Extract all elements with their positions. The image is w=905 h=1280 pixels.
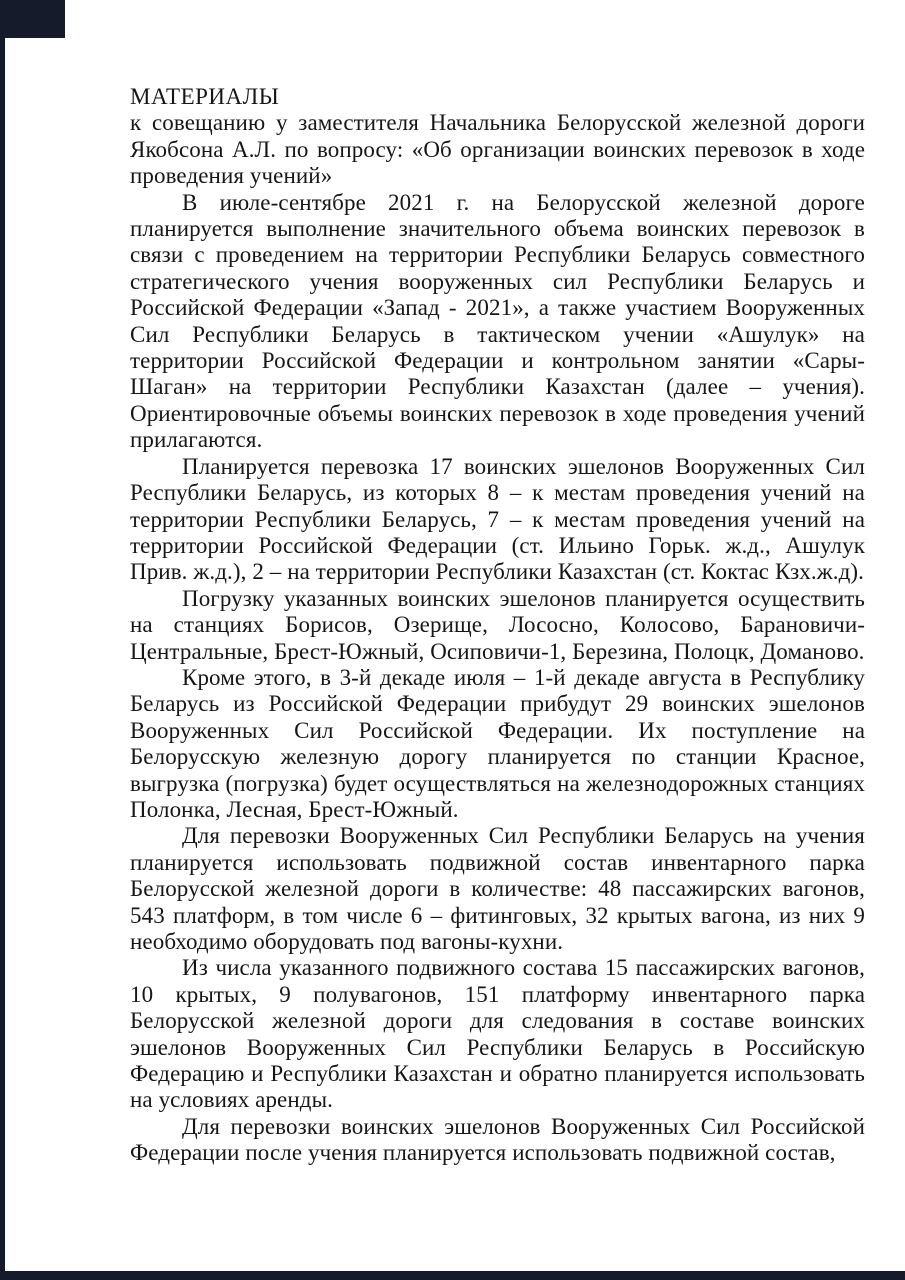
document-content	[130, 84, 865, 1167]
photo-left-edge	[0, 38, 5, 1280]
document-subtitle: к совещанию у заместителя Начальника Белорусской железной дороги Якобсона А.Л. по вопросу: «Об организации воинских перевозок в ходе проведения учений»	[130, 110, 865, 189]
photo-bottom-edge	[0, 1271, 905, 1280]
doc-paragraph-7: Для перевозки воинских эшелонов Вооруженных Сил Российской Федерации после учения планируется использовать подвижной состав,	[130, 1113, 865, 1166]
doc-paragraph-4: Кроме этого, в 3-й декаде июля – 1-й декаде августа в Республику Беларусь из Российской Федерации прибудут 29 воинских эшелонов Вооруженных Сил Российской Федерации. Их поступление на Белорусскую железную дорогу планируется по станции Красное, выгрузка (погрузка) будет осуществляться на железнодорожных станциях Полонка, Лесная, Брест-Южный.	[130, 664, 865, 822]
doc-paragraph-3: Погрузку указанных воинских эшелонов планируется осуществить на станциях Борисов, Озерище, Лососно, Колосово, Барановичи-Центральные, Брест-Южный, Осиповичи-1, Березина, Полоцк, Доманово.	[130, 585, 865, 664]
photo-corner-mark	[0, 0, 65, 38]
doc-paragraph-1: В июле-сентябре 2021 г. на Белорусской железной дороге планируется выполнение значительного объема воинских перевозок в связи с проведением на территории Республики Беларусь совместного стратегического учения вооруженных сил Республики Беларусь и Российской Федерации «Запад - 2021», а также участием Вооруженных Сил Республики Беларусь в тактическом учении «Ашулук» на территории Российской Федерации и контрольном занятии «Сары-Шаган» на территории Республики Казахстан (далее – учения). Ориентировочные объемы воинских перевозок в ходе проведения учений прилагаются.	[130, 189, 865, 453]
doc-paragraph-6: Из числа указанного подвижного состава 15 пассажирских вагонов, 10 крытых, 9 полувагонов, 151 платформу инвентарного парка Белорусской железной дороги для следования в составе воинских эшелонов Вооруженных Сил Республики Беларусь в Российскую Федерацию и Республики Казахстан и обратно планируется использовать на условиях аренды.	[130, 955, 865, 1113]
document-title: МАТЕРИАЛЫ	[130, 84, 280, 109]
doc-paragraph-2: Планируется перевозка 17 воинских эшелонов Вооруженных Сил Республики Беларусь, из которых 8 – к местам проведения учений на территории Республики Беларусь, 7 – к местам проведения учений на территории Российской Федерации (ст. Ильино Горьк. ж.д., Ашулук Прив. ж.д.), 2 – на территории Республики Казахстан (ст. Коктас Кзх.ж.д).	[130, 453, 865, 585]
doc-paragraph-5: Для перевозки Вооруженных Сил Республики Беларусь на учения планируется использовать подвижной состав инвентарного парка Белорусской железной дороги в количестве: 48 пассажирских вагонов, 543 платформ, в том числе 6 – фитинговых, 32 крытых вагона, из них 9 необходимо оборудовать под вагоны-кухни.	[130, 823, 865, 954]
